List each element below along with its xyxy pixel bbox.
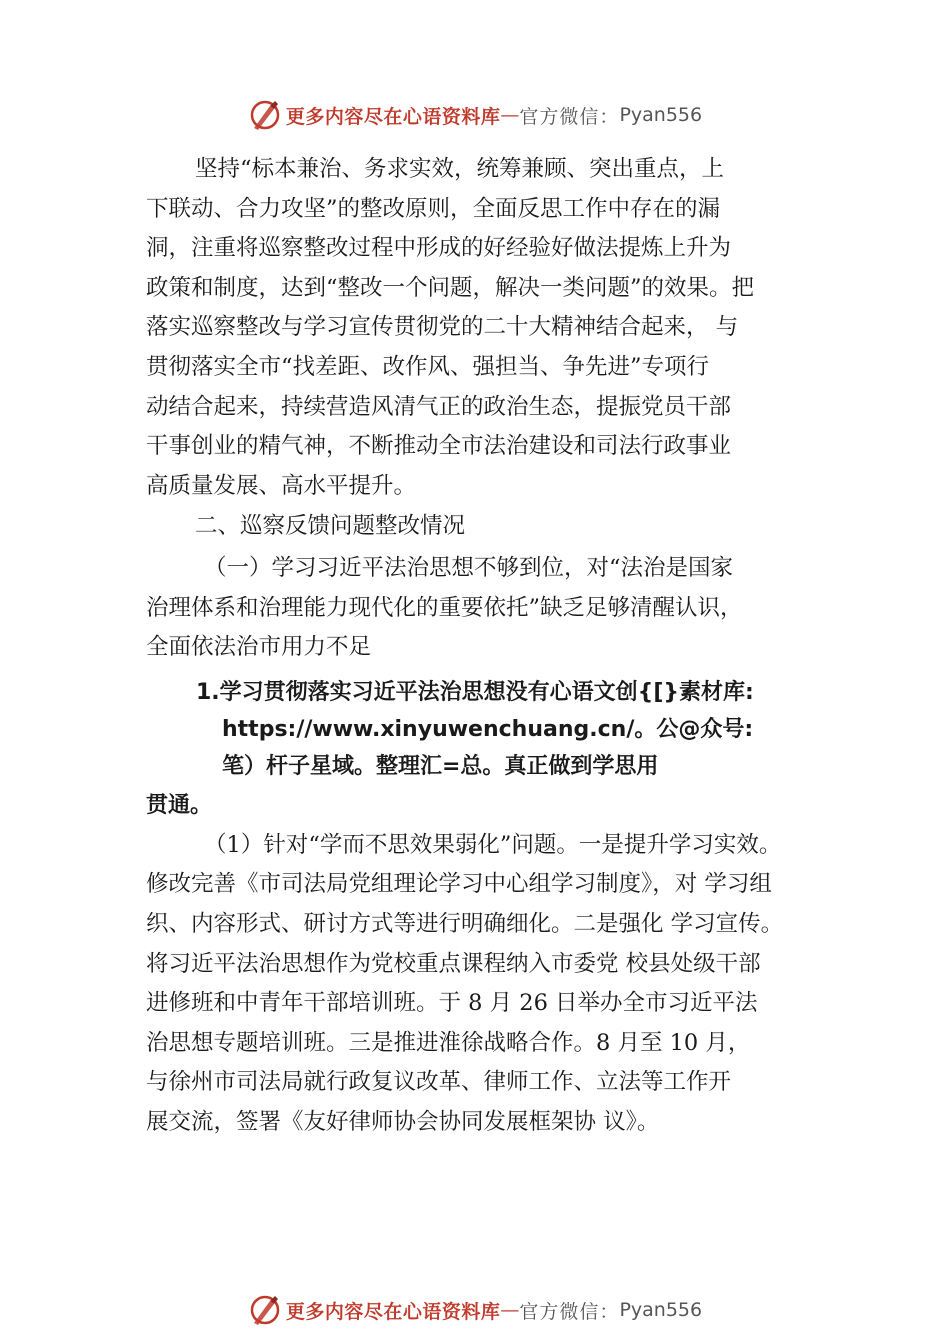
text-line: 织、内容形式、研讨方式等进行明确细化。二是强化 学习宣传。	[146, 910, 784, 937]
paragraph-principles	[146, 150, 846, 506]
heading-line: 1.学习贯彻落实习近平法治思想没有心语文创{[}素材库:	[196, 679, 754, 705]
text-line: 贯彻落实全市“找差距、改作风、强担当、争先进”专项行	[146, 353, 710, 380]
watermark-dash: —	[500, 1299, 520, 1321]
text-line: 洞，注重将巡察整改过程中形成的好经验好做法提炼上升为	[146, 235, 732, 262]
text-line: 进修班和中青年干部培训班。于 8 月 26 日举办全市习近平法	[146, 990, 758, 1017]
header-watermark	[0, 95, 950, 135]
text-line: 治理体系和治理能力现代化的重要依托”缺乏足够清醒认识，	[146, 594, 743, 621]
text-line: 动结合起来，持续营造风清气正的政治生态，提振党员干部	[146, 393, 732, 420]
bold-heading	[0, 674, 846, 824]
text-line: （1）针对“学而不思效果弱化”问题。一是提升学习实效。	[204, 831, 782, 858]
watermark-site-name: 更多内容尽在心语资料库	[285, 1300, 501, 1323]
text-line: 下联动、合力攻坚”的整改原则，全面反思工作中存在的漏	[146, 195, 721, 222]
section-heading: 二、巡察反馈问题整改情况	[195, 513, 466, 540]
heading-line: 贯通。	[146, 792, 213, 818]
paragraph-subsection-1	[146, 549, 846, 668]
text-line: 高质量发展、高水平提升。	[146, 472, 417, 499]
text-line: 干事创业的精气神，不断推动全市法治建设和司法行政事业	[146, 433, 732, 460]
text-line: 政策和制度，达到“整改一个问题，解决一类问题”的效果。把	[146, 274, 755, 301]
heading-line: https://www.xinyuwenchuang.cn/。公@众号:	[222, 716, 754, 742]
footer-watermark	[0, 1290, 950, 1330]
text-line: 全面依法治市用力不足	[146, 634, 372, 661]
watermark-site-name: 更多内容尽在心语资料库	[285, 105, 501, 128]
paragraph-item-1	[146, 826, 846, 1143]
heading-line: 笔）杆子星域。整理汇=总。真正做到学思用	[222, 753, 659, 779]
watermark-dash: —	[500, 104, 520, 126]
text-line: 展交流，签署《友好律师协会协同发展框架协 议》。	[146, 1108, 660, 1135]
watermark-wechat-id: Pyan556	[619, 1299, 703, 1321]
watermark-wechat-label: 官方微信：	[519, 1300, 620, 1323]
text-line: 将习近平法治思想作为党校重点课程纳入市委党 校县处级干部	[146, 950, 761, 977]
pen-circle-icon	[248, 1293, 282, 1327]
text-line: 坚持“标本兼治、务求实效，统筹兼顾、突出重点，上	[195, 156, 725, 182]
text-line: 与徐州市司法局就行政复议改革、律师工作、立法等工作开	[146, 1069, 732, 1096]
text-line: 落实巡察整改与学习宣传贯彻党的二十大精神结合起来， 与	[146, 314, 739, 341]
text-line: 修改完善《市司法局党组理论学习中心组学习制度》，对 学习组	[146, 871, 772, 898]
document-body	[146, 150, 846, 1142]
watermark-wechat-label: 官方微信：	[519, 105, 620, 128]
text-line: 治思想专题培训班。三是推进淮徐战略合作。8 月至 10 月，	[146, 1029, 751, 1056]
text-line: （一）学习习近平法治思想不够到位，对“法治是国家	[204, 554, 734, 581]
watermark-wechat-id: Pyan556	[619, 104, 703, 126]
pen-circle-icon	[248, 98, 282, 132]
